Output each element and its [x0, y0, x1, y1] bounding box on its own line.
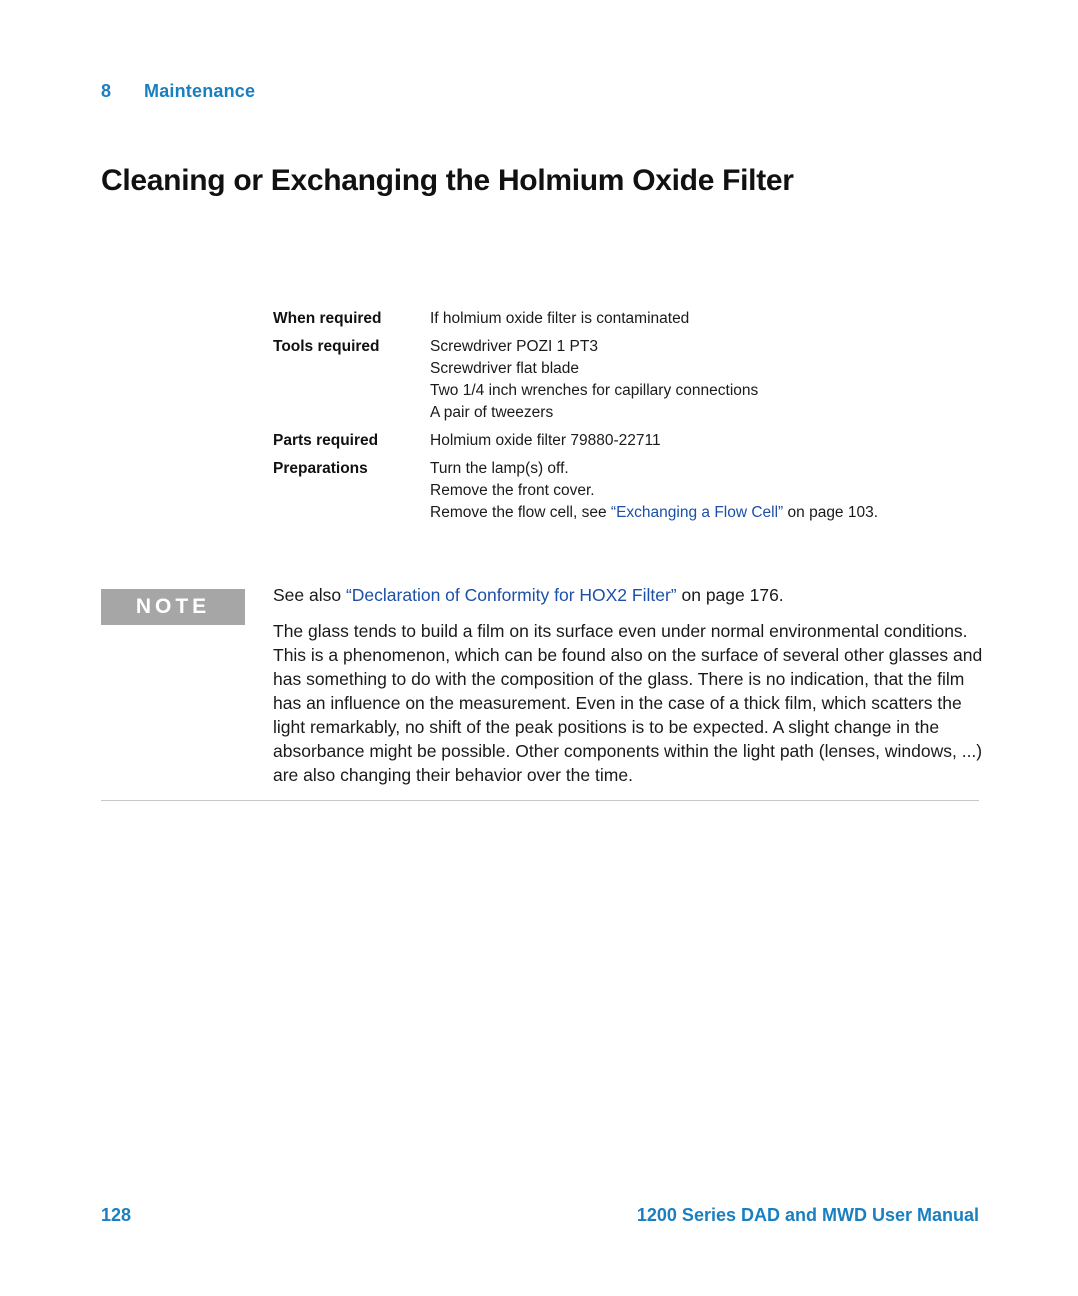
chapter-number: 8: [101, 81, 112, 101]
requirement-value: Screwdriver flat blade: [430, 360, 580, 377]
requirement-row-when: [273, 308, 973, 330]
requirement-row-preparations: [273, 458, 973, 524]
running-header: [101, 81, 255, 102]
requirement-label: Preparations: [273, 460, 368, 477]
manual-title: 1200 Series DAD and MWD User Manual: [636, 1205, 979, 1225]
requirement-value: Turn the lamp(s) off.: [430, 460, 569, 477]
requirement-value: A pair of tweezers: [430, 404, 554, 421]
requirement-value: Screwdriver POZI 1 PT3: [430, 338, 598, 355]
see-also-line: [273, 583, 983, 607]
text-prefix: See also: [273, 585, 346, 605]
requirement-value: Holmium oxide filter 79880-22711: [430, 432, 661, 449]
page-number: 128: [101, 1205, 132, 1225]
requirement-value-with-link: [430, 502, 973, 524]
requirement-row-parts: [273, 430, 973, 452]
requirement-value: Remove the front cover.: [430, 482, 595, 499]
requirement-value: If holmium oxide filter is contaminated: [430, 310, 690, 327]
requirement-label: When required: [273, 310, 382, 327]
text-suffix: on page 103.: [783, 504, 879, 521]
page-title: Cleaning or Exchanging the Holmium Oxide Filter: [101, 164, 794, 197]
chapter-title: Maintenance: [144, 81, 256, 101]
text-suffix: on page 176.: [676, 585, 784, 605]
requirement-values: [430, 308, 973, 330]
requirement-values: [430, 336, 973, 424]
requirement-label: Tools required: [273, 338, 380, 355]
requirements-table: [273, 308, 973, 530]
requirement-label: Parts required: [273, 432, 379, 449]
requirement-values: [430, 430, 973, 452]
flow-cell-link[interactable]: “Exchanging a Flow Cell”: [610, 504, 784, 521]
note-badge: NOTE: [101, 589, 245, 625]
note-paragraph: The glass tends to build a film on its surface even under normal environmental conditions. This is a phenomenon, which can be found also on the surface of several other glasses and has something to do with the composition of the glass. There is no indication, that the film has an influence on the measurement. Even in the case of a thick film, which scatters the light remarkably, no shift of the peak positions is to be expected. A slight change in the absorbance might be possible. Other components within the light path (lenses, windows, ...) are also changing their behavior over the time.: [273, 621, 983, 785]
requirement-values: [430, 458, 973, 524]
text-prefix: Remove the flow cell, see: [430, 504, 611, 521]
declaration-link[interactable]: “Declaration of Conformity for HOX2 Filter”: [345, 585, 677, 605]
note-divider: [101, 800, 979, 801]
requirement-row-tools: [273, 336, 973, 424]
requirement-value: Two 1/4 inch wrenches for capillary connections: [430, 382, 759, 399]
note-body: [273, 583, 983, 799]
